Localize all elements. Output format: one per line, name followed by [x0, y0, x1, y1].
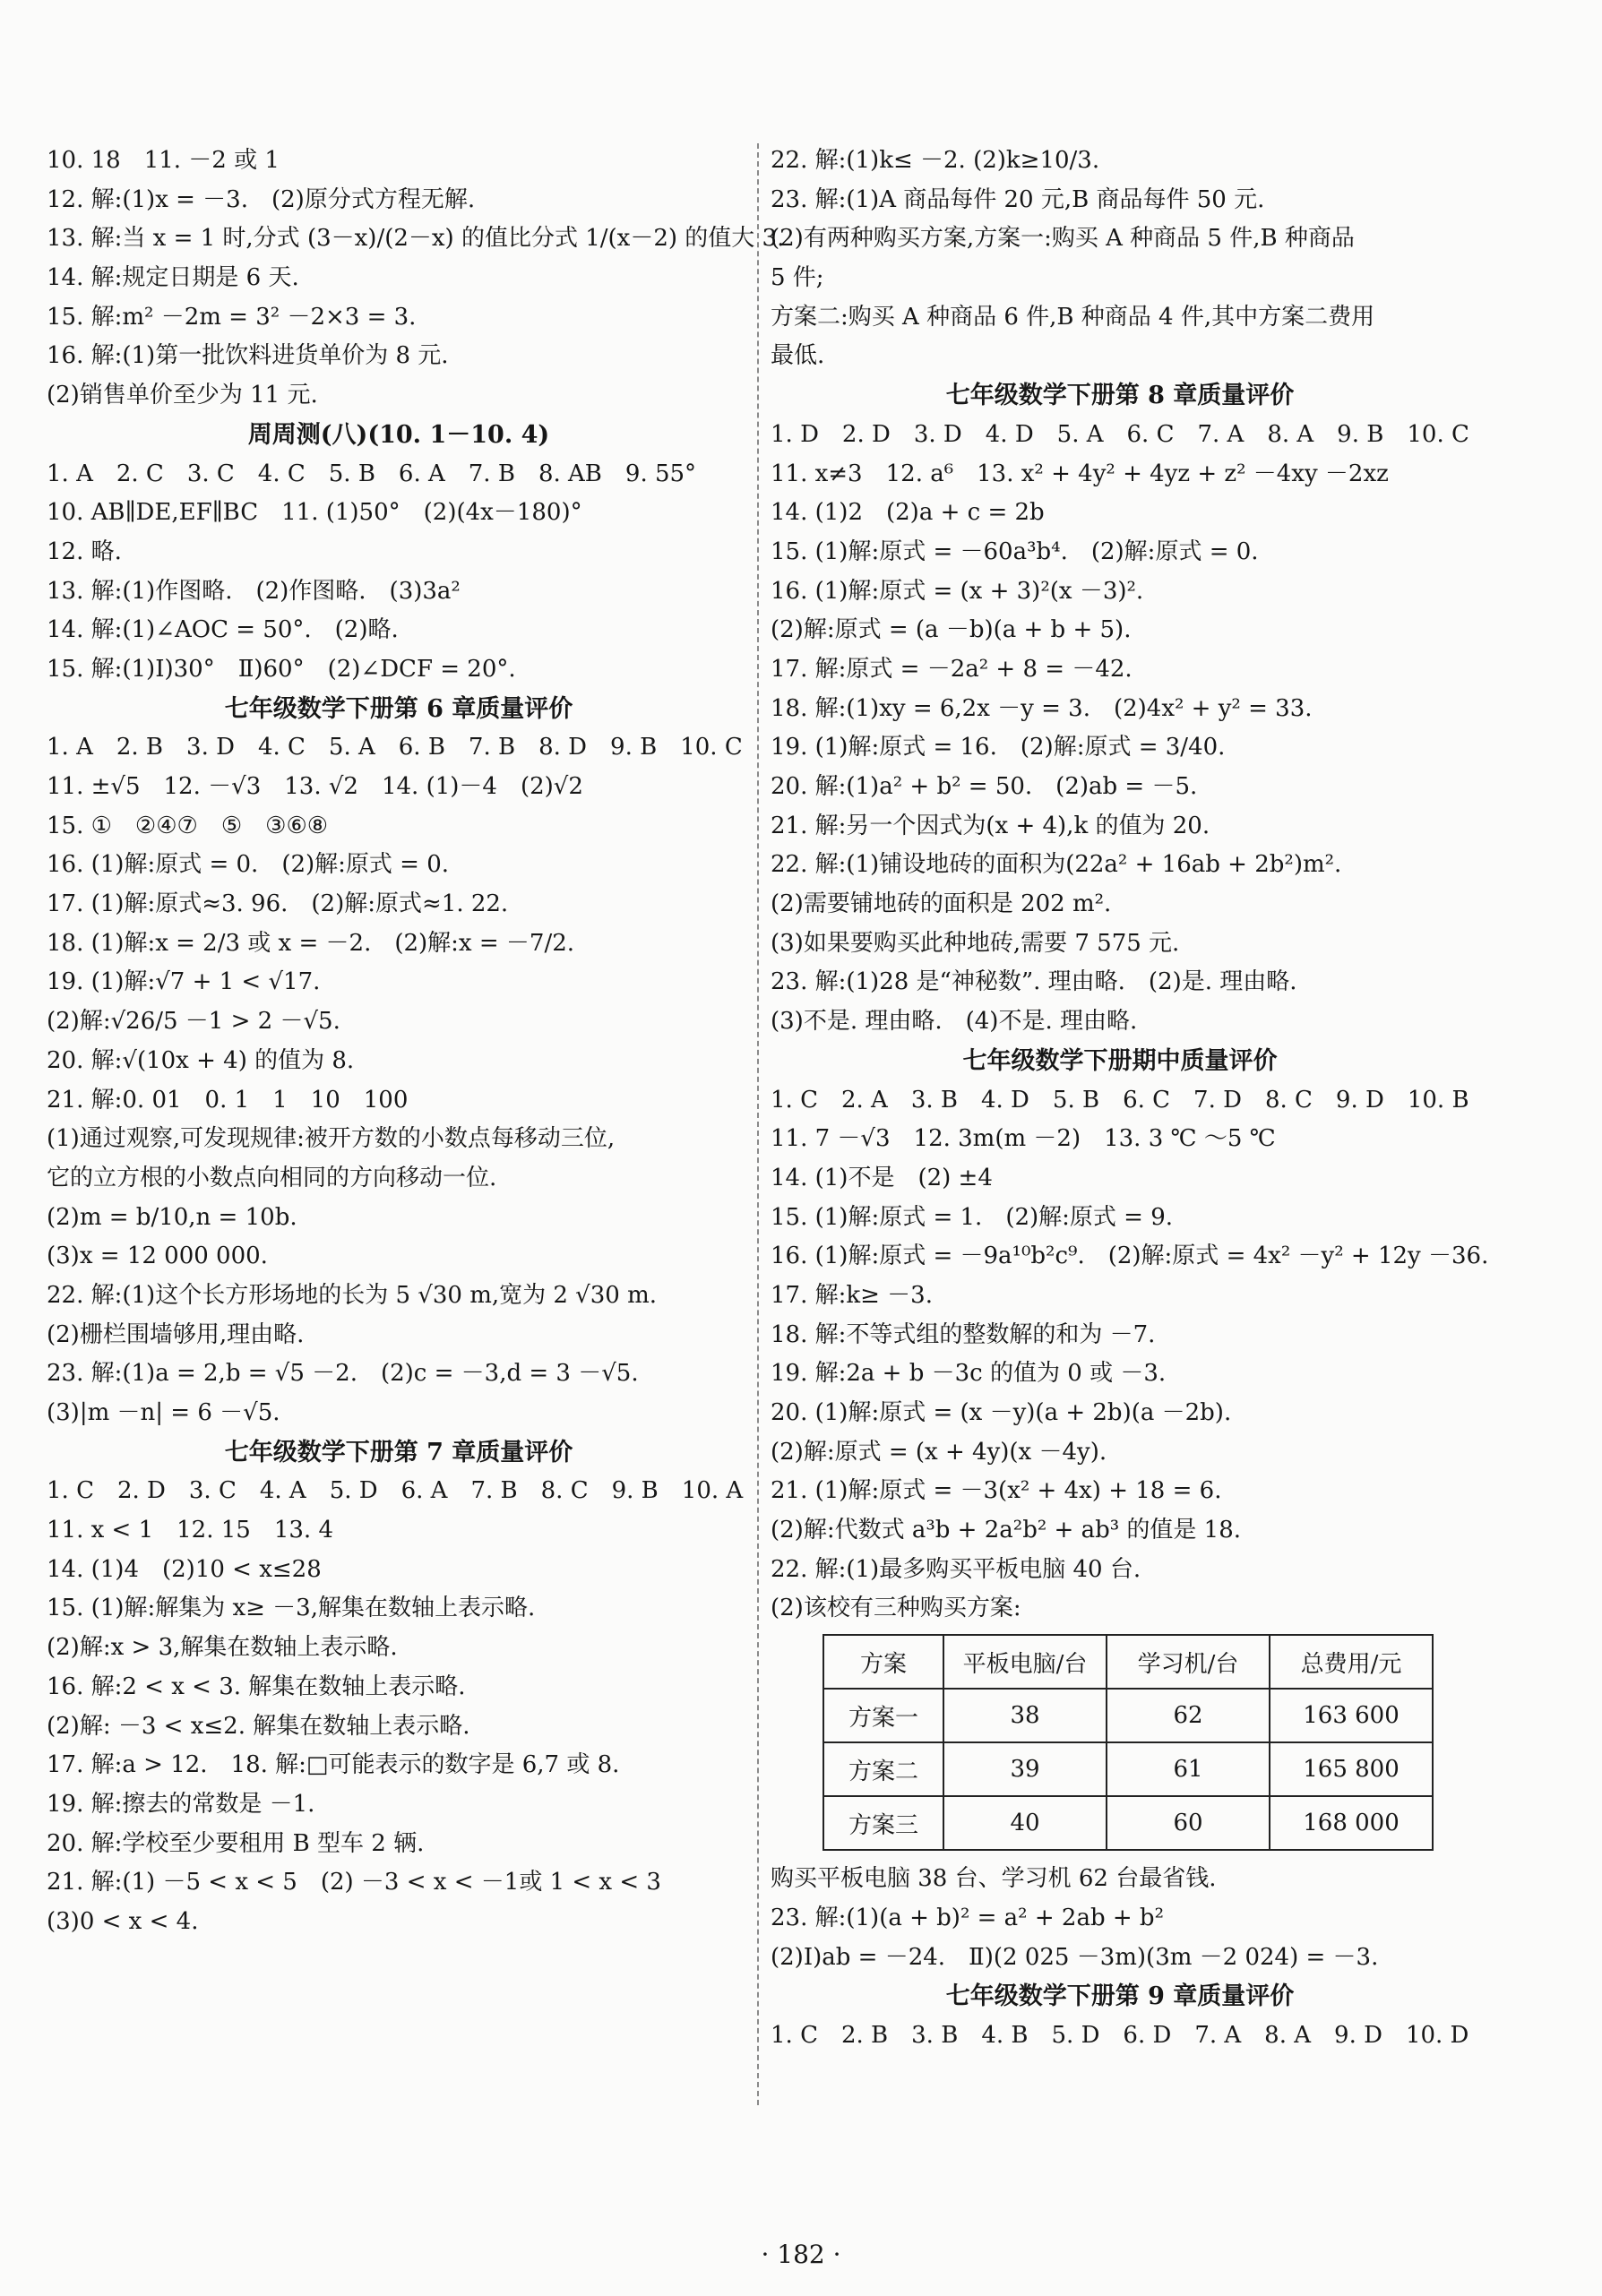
- answer-line: 22. 解:(1)最多购买平板电脑 40 台.: [771, 1555, 1141, 1583]
- answer-line: 最低.: [771, 342, 825, 370]
- answer-line: 11. x≠3 12. a⁶ 13. x² + 4y² + 4yz + z² －4xy －2xz: [771, 460, 1389, 487]
- answer-line: 15. ① ②④⑦ ⑤ ③⑥⑧: [47, 812, 329, 839]
- section-heading: 七年级数学下册第 7 章质量评价: [224, 1438, 573, 1466]
- answer-line: 23. 解:(1)(a + b)² = a² + 2ab + b²: [771, 1904, 1164, 1931]
- answer-line: 10. AB∥DE,EF∥BC 11. (1)50° (2)(4x－180)°: [47, 499, 582, 527]
- answer-line: 12. 略.: [47, 537, 122, 565]
- answer-line: 17. (1)解:原式≈3. 96. (2)解:原式≈1. 22.: [47, 890, 509, 918]
- answer-line: 购买平板电脑 38 台、学习机 62 台最省钱.: [771, 1865, 1217, 1893]
- answer-line: (2)解:√26/5 －1 > 2 －√5.: [47, 1008, 340, 1036]
- table-header-cell: 总费用/元: [1270, 1635, 1433, 1689]
- answer-line: 11. ±√5 12. －√3 13. √2 14. (1)－4 (2)√2: [47, 773, 583, 800]
- table-header-cell: 学习机/台: [1107, 1635, 1270, 1689]
- answer-line: 23. 解:(1)a = 2,b = √5 －2. (2)c = －3,d = 3 －√5.: [47, 1360, 639, 1388]
- answer-line: 23. 解:(1)28 是“神秘数”. 理由略. (2)是. 理由略.: [771, 968, 1297, 996]
- answer-line: (3)|m －n| = 6 －√5.: [47, 1399, 280, 1426]
- answer-line: 1. A 2. C 3. C 4. C 5. B 6. A 7. B 8. AB 9. 55°: [47, 460, 697, 487]
- answer-line: 17. 解:原式 = －2a² + 8 = －42.: [771, 655, 1133, 683]
- answer-line: 20. 解:(1)a² + b² = 50. (2)ab = －5.: [771, 773, 1198, 800]
- section-heading: 七年级数学下册期中质量评价: [962, 1046, 1278, 1075]
- answer-line: 16. (1)解:原式 = 0. (2)解:原式 = 0.: [47, 851, 450, 879]
- answer-line: 22. 解:(1)这个长方形场地的长为 5 √30 m,宽为 2 √30 m.: [47, 1281, 658, 1309]
- section-heading: 周周测(八)(10. 1－10. 4): [247, 420, 550, 449]
- answer-line: 1. A 2. B 3. D 4. C 5. A 6. B 7. B 8. D 9. B 10. C: [47, 734, 743, 761]
- answer-line: 它的立方根的小数点向相同的方向移动一位.: [47, 1164, 497, 1191]
- table-cell: 方案一: [823, 1689, 943, 1742]
- answer-line: 15. (1)解:原式 = 1. (2)解:原式 = 9.: [771, 1203, 1174, 1231]
- table-header-row: [823, 1635, 1433, 1689]
- table-row: [823, 1742, 1433, 1796]
- answer-line: (1)通过观察,可发现规律:被开方数的小数点每移动三位,: [47, 1125, 616, 1153]
- section-heading: 七年级数学下册第 8 章质量评价: [945, 382, 1295, 410]
- answer-line: 19. (1)解:原式 = 16. (2)解:原式 = 3/40.: [771, 734, 1226, 761]
- answer-line: 15. (1)解:解集为 x≥ －3,解集在数轴上表示略.: [47, 1595, 536, 1622]
- column-divider: [757, 143, 759, 2105]
- section-heading: 七年级数学下册第 9 章质量评价: [945, 1982, 1295, 2011]
- answer-line: 14. (1)2 (2)a + c = 2b: [771, 499, 1045, 527]
- page-number: · 182 ·: [761, 2240, 841, 2269]
- answer-line: 1. C 2. D 3. C 4. A 5. D 6. A 7. B 8. C 9. B 10. A: [47, 1477, 744, 1505]
- table-header-cell: 方案: [823, 1635, 943, 1689]
- answer-line: 21. 解:另一个因式为(x + 4),k 的值为 20.: [771, 812, 1210, 839]
- answer-line: 21. 解:0. 01 0. 1 1 10 100: [47, 1086, 409, 1114]
- section-heading: 七年级数学下册第 6 章质量评价: [224, 694, 573, 723]
- answer-line: 12. 解:(1)x = －3. (2)原分式方程无解.: [47, 185, 476, 213]
- table-cell: 168 000: [1270, 1796, 1433, 1850]
- table-header-cell: 平板电脑/台: [943, 1635, 1107, 1689]
- answer-line: 11. 7 －√3 12. 3m(m －2) 13. 3 ℃ ～5 ℃: [771, 1125, 1276, 1153]
- answer-line: 14. (1)不是 (2) ±4: [771, 1164, 993, 1191]
- answer-line: (2)解:代数式 a³b + 2a²b² + ab³ 的值是 18.: [771, 1517, 1242, 1544]
- answer-line: 23. 解:(1)A 商品每件 20 元,B 商品每件 50 元.: [771, 185, 1265, 213]
- answer-line: (3)0 < x < 4.: [47, 1907, 199, 1935]
- answer-line: 16. (1)解:原式 = －9a¹⁰b²c⁹. (2)解:原式 = 4x² －y² + 12y －36.: [771, 1243, 1489, 1270]
- answer-line: 16. 解:(1)第一批饮料进货单价为 8 元.: [47, 342, 449, 370]
- answer-line: 方案二:购买 A 种商品 6 件,B 种商品 4 件,其中方案二费用: [771, 303, 1375, 331]
- table-cell: 165 800: [1270, 1742, 1433, 1796]
- answer-line: (2)销售单价至少为 11 元.: [47, 382, 318, 409]
- table-cell: 40: [943, 1796, 1107, 1850]
- answer-line: 17. 解:k≥ －3.: [771, 1281, 933, 1309]
- answer-line: 22. 解:(1)铺设地砖的面积为(22a² + 16ab + 2b²)m².: [771, 851, 1342, 879]
- answer-line: (2)m = b/10,n = 10b.: [47, 1203, 297, 1231]
- left-column: [47, 142, 785, 1942]
- answer-line: 19. 解:擦去的常数是 －1.: [47, 1790, 315, 1818]
- right-column-bottom: [771, 1860, 1469, 2055]
- answer-line: (3)不是. 理由略. (4)不是. 理由略.: [771, 1008, 1138, 1036]
- answer-line: (3)如果要购买此种地砖,需要 7 575 元.: [771, 929, 1180, 957]
- answer-line: 16. (1)解:原式 = (x + 3)²(x －3)².: [771, 577, 1144, 605]
- answer-line: 22. 解:(1)k≤ －2. (2)k≥10/3.: [771, 147, 1100, 174]
- right-column-top: [771, 142, 1489, 1629]
- answer-line: (2)Ⅰ)ab = －24. Ⅱ)(2 025 －3m)(3m －2 024) = －3.: [771, 1943, 1379, 1971]
- answer-line: 20. 解:√(10x + 4) 的值为 8.: [47, 1046, 355, 1074]
- answer-line: 20. 解:学校至少要租用 B 型车 2 辆.: [47, 1829, 425, 1857]
- table-cell: 60: [1107, 1796, 1270, 1850]
- answer-line: 14. 解:(1)∠AOC = 50°. (2)略.: [47, 616, 399, 644]
- answer-line: 16. 解:2 < x < 3. 解集在数轴上表示略.: [47, 1673, 466, 1700]
- answer-line: 11. x < 1 12. 15 13. 4: [47, 1517, 333, 1544]
- answer-line: 14. 解:规定日期是 6 天.: [47, 264, 299, 292]
- answer-line: (2)解:原式 = (x + 4y)(x －4y).: [771, 1438, 1107, 1466]
- answer-line: 21. 解:(1) －5 < x < 5 (2) －3 < x < －1或 1 < x < 3: [47, 1869, 661, 1896]
- right-column: [771, 142, 1489, 2056]
- table-row: [823, 1796, 1433, 1850]
- answer-line: 10. 18 11. －2 或 1: [47, 147, 280, 174]
- answer-line: (2)需要铺地砖的面积是 202 m².: [771, 890, 1112, 918]
- purchase-plan-table: [823, 1634, 1434, 1851]
- answer-line: 1. D 2. D 3. D 4. D 5. A 6. C 7. A 8. A 9. B 10. C: [771, 420, 1469, 448]
- answer-line: (2)栅栏围墙够用,理由略.: [47, 1320, 305, 1348]
- answer-line: 1. C 2. A 3. B 4. D 5. B 6. C 7. D 8. C 9. D 10. B: [771, 1086, 1469, 1114]
- answer-line: 18. (1)解:x = 2/3 或 x = －2. (2)解:x = －7/2.: [47, 929, 575, 957]
- table-cell: 62: [1107, 1689, 1270, 1742]
- answer-line: 15. (1)解:原式 = －60a³b⁴. (2)解:原式 = 0.: [771, 537, 1259, 565]
- answer-line: 13. 解:当 x = 1 时,分式 (3－x)/(2－x) 的值比分式 1/(x－2) 的值大 3.: [47, 225, 785, 253]
- table-row: [823, 1689, 1433, 1742]
- table-cell: 39: [943, 1742, 1107, 1796]
- answer-line: 18. 解:(1)xy = 6,2x －y = 3. (2)4x² + y² = 33.: [771, 694, 1313, 722]
- answer-line: 15. 解:(1)Ⅰ)30° Ⅱ)60° (2)∠DCF = 20°.: [47, 655, 516, 683]
- answer-line: 5 件;: [771, 264, 824, 292]
- answer-line: 21. (1)解:原式 = －3(x² + 4x) + 18 = 6.: [771, 1477, 1222, 1505]
- answer-line: 19. (1)解:√7 + 1 < √17.: [47, 968, 321, 996]
- table-cell: 方案二: [823, 1742, 943, 1796]
- answer-line: (2)解: －3 < x≤2. 解集在数轴上表示略.: [47, 1712, 470, 1740]
- table-cell: 38: [943, 1689, 1107, 1742]
- answer-line: (2)有两种购买方案,方案一:购买 A 种商品 5 件,B 种商品: [771, 225, 1355, 253]
- answer-line: (3)x = 12 000 000.: [47, 1243, 268, 1270]
- answer-line: 19. 解:2a + b －3c 的值为 0 或 －3.: [771, 1360, 1167, 1388]
- answer-line: (2)该校有三种购买方案:: [771, 1595, 1021, 1622]
- answer-line: 13. 解:(1)作图略. (2)作图略. (3)3a²: [47, 577, 461, 605]
- answer-line: 20. (1)解:原式 = (x －y)(a + 2b)(a －2b).: [771, 1399, 1232, 1426]
- answer-line: 1. C 2. B 3. B 4. B 5. D 6. D 7. A 8. A 9. D 10. D: [771, 2021, 1469, 2049]
- table-cell: 163 600: [1270, 1689, 1433, 1742]
- answer-line: 17. 解:a > 12. 18. 解:□可能表示的数字是 6,7 或 8.: [47, 1751, 620, 1779]
- answer-line: 15. 解:m² －2m = 3² －2×3 = 3.: [47, 303, 417, 331]
- answer-line: (2)解:x > 3,解集在数轴上表示略.: [47, 1634, 398, 1662]
- table-cell: 61: [1107, 1742, 1270, 1796]
- answer-line: 14. (1)4 (2)10 < x≤28: [47, 1555, 322, 1583]
- answer-line: 18. 解:不等式组的整数解的和为 －7.: [771, 1320, 1156, 1348]
- answer-line: (2)解:原式 = (a －b)(a + b + 5).: [771, 616, 1132, 644]
- table-cell: 方案三: [823, 1796, 943, 1850]
